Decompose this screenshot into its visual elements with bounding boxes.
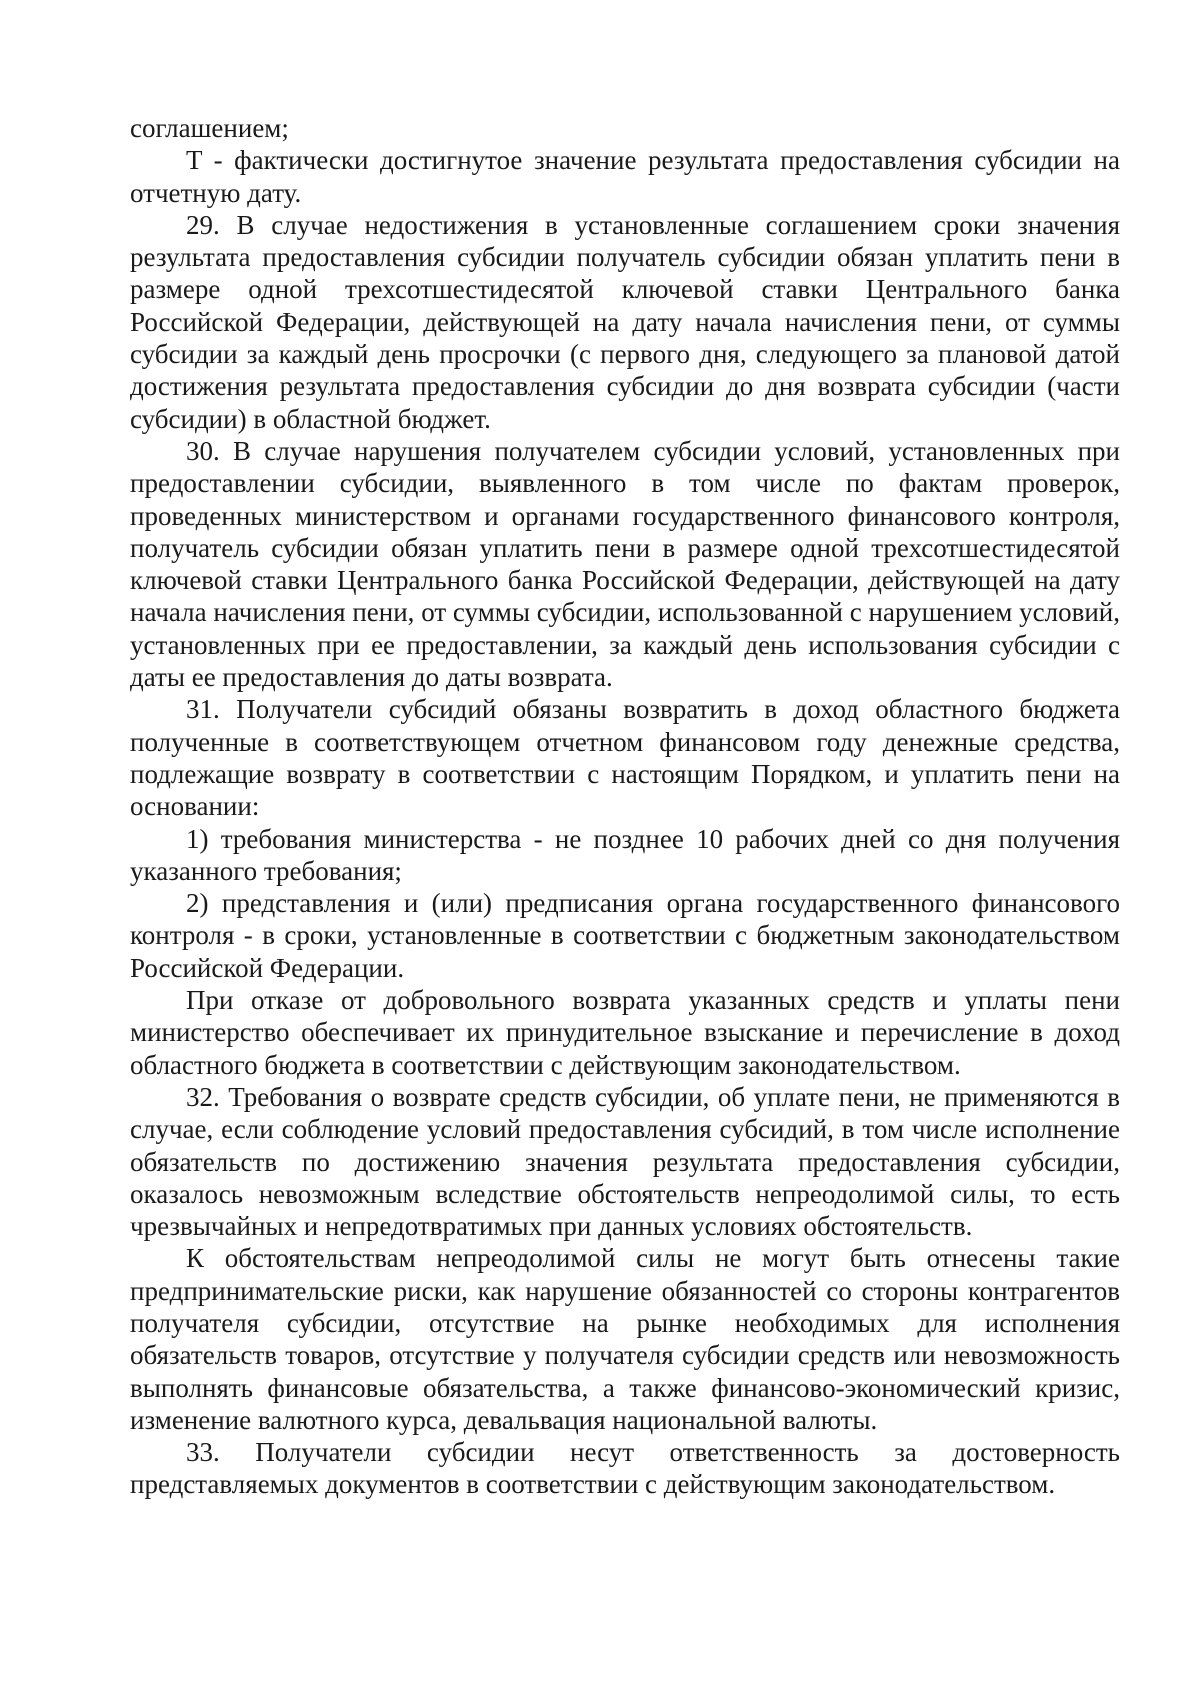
paragraph-31: 31. Получатели субсидий обязаны возвратить в доход областного бюджета полученные в соответствующем отчетном финансовом году денежные средства, подлежащие возврату в соответствии с настоящим Порядком, и уплатить пени на основании: [130,694,1120,822]
document-page [130,112,1120,1501]
paragraph-continuation: соглашением; [130,113,289,143]
paragraph-33: 33. Получатели субсидии несут ответственность за достоверность представляемых документов в соответствии с действующим законодательством. [130,1437,1120,1500]
paragraph-31-item-1: 1) требования министерства - не позднее 10 рабочих дней со дня получения указанного требования; [130,823,1120,886]
paragraph-force-majeure: К обстоятельствам непреодолимой силы не могут быть отнесены такие предпринимательские риски, как нарушение обязанностей со стороны контрагентов получателя субсидии, отсутствие на рынке необходимых для исполнения обязательств товаров, отсутствие у получателя субсидии средств или невозможность выполнять финансовые обязательства, а также финансово-экономический кризис, изменение валютного курса, девальвация национальной валюты. [130,1243,1120,1435]
paragraph-32: 32. Требования о возврате средств субсидии, об уплате пени, не применяются в случае, если соблюдение условий предоставления субсидий, в том числе исполнение обязательств по достижению значения результата предоставления субсидии, оказалось невозможным вследствие обстоятельств непреодолимой силы, то есть чрезвычайных и непредотвратимых при данных условиях обстоятельств. [130,1081,1120,1242]
paragraph-31-item-2: 2) представления и (или) предписания органа государственного финансового контроля - в сроки, установленные в соответствии с бюджетным законодательством Российской Федерации. [130,888,1120,983]
paragraph-t-definition: T - фактически достигнутое значение результата предоставления субсидии на отчетную дату. [130,145,1120,208]
paragraph-29: 29. В случае недостижения в установленные соглашением сроки значения результата предоставления субсидии получатель субсидии обязан уплатить пени в размере одной трехсотшестидесятой ключевой ставки Центрального банка Российской Федерации, действующей на дату начала начисления пени, от суммы субсидии за каждый день просрочки (с первого дня, следующего за плановой датой достижения результата предоставления субсидии до дня возврата субсидии (части субсидии) в областной бюджет. [130,209,1120,434]
paragraph-refusal: При отказе от добровольного возврата указанных средств и уплаты пени министерство обеспечивает их принудительное взыскание и перечисление в доход областного бюджета в соответствии с действующим законодательством. [130,985,1120,1080]
paragraph-30: 30. В случае нарушения получателем субсидии условий, установленных при предоставлении субсидии, выявленного в том числе по фактам проверок, проведенных министерством и органами государственного финансового контроля, получатель субсидии обязан уплатить пени в размере одной трехсотшестидесятой ключевой ставки Центрального банка Российской Федерации, действующей на дату начала начисления пени, от суммы субсидии, использованной с нарушением условий, установленных при ее предоставлении, за каждый день использования субсидии с даты ее предоставления до даты возврата. [130,435,1120,693]
